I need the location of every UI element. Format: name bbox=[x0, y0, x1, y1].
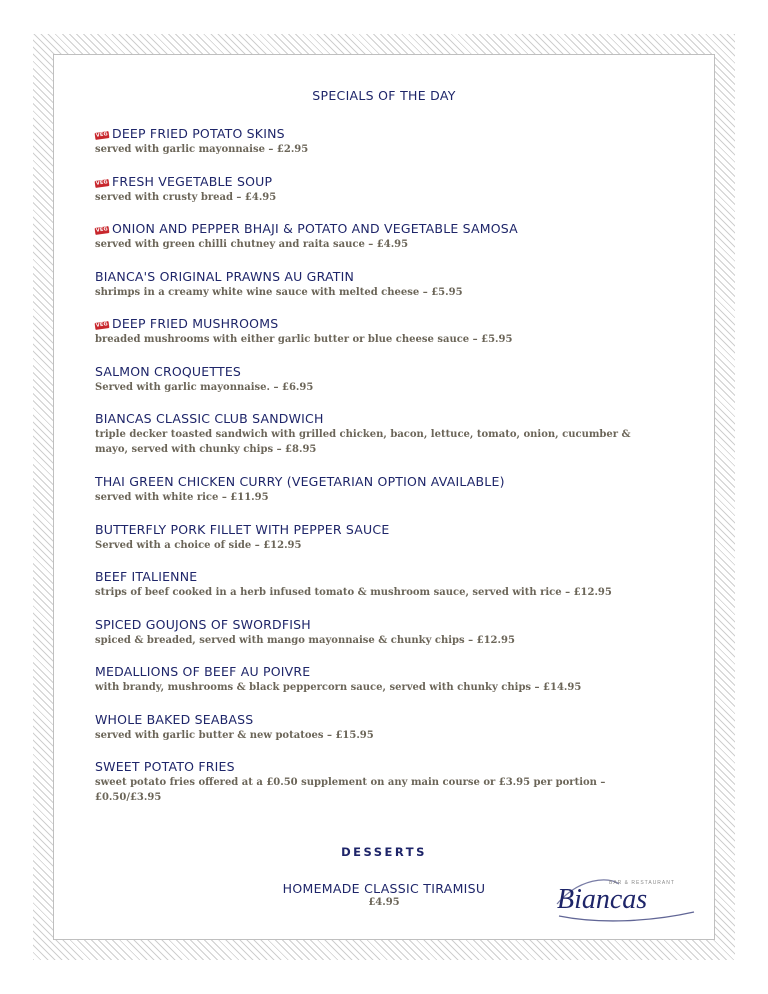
veg-badge-icon: VEG bbox=[95, 321, 109, 329]
menu-item-description: shrimps in a creamy white wine sauce with melted cheese – £5.95 bbox=[95, 286, 463, 298]
menu-item-description: Served with a choice of side – £12.95 bbox=[95, 539, 302, 551]
menu-item-name bbox=[95, 411, 635, 427]
menu-item-name-text: DEEP FRIED MUSHROOMS bbox=[112, 316, 279, 331]
menu-item-description: served with green chilli chutney and raita sauce – £4.95 bbox=[95, 239, 409, 250]
menu-item-name-text: SALMON CROQUETTES bbox=[95, 363, 242, 379]
menu-item-name-text: BIANCAS CLASSIC CLUB SANDWICH bbox=[95, 411, 324, 426]
menu-item bbox=[95, 474, 635, 522]
logo-tagline: BAR & RESTAURANT bbox=[609, 880, 675, 886]
menu-item-name bbox=[95, 474, 635, 490]
menu-item bbox=[95, 664, 635, 712]
menu-item bbox=[95, 316, 635, 364]
veg-badge-icon: VEG bbox=[95, 226, 109, 234]
menu-title: SPECIALS OF THE DAY bbox=[312, 88, 456, 103]
desserts-title: DESSERTS bbox=[341, 845, 427, 859]
veg-badge-icon: VEG bbox=[95, 131, 109, 139]
dessert-item-name: HOMEMADE CLASSIC TIRAMISU bbox=[282, 881, 486, 896]
menu-item bbox=[95, 759, 635, 822]
menu-item bbox=[95, 411, 635, 474]
menu-item-name bbox=[95, 269, 635, 285]
menu-item bbox=[95, 221, 635, 269]
biancas-logo bbox=[549, 870, 704, 930]
menu-item bbox=[95, 522, 635, 570]
menu-item-name-text: BUTTERFLY PORK FILLET WITH PEPPER SAUCE bbox=[95, 521, 390, 537]
menu-item bbox=[95, 174, 635, 222]
menu-item-name bbox=[95, 174, 635, 190]
menu-item-description: triple decker toasted sandwich with grilled chicken, bacon, lettuce, tomato, onion, cucumber & mayo, served with chunky chips – £8.95 bbox=[95, 429, 631, 455]
menu-item bbox=[95, 712, 635, 760]
menu-item-name-text: SWEET POTATO FRIES bbox=[95, 759, 235, 774]
menu-item-description: Served with garlic mayonnaise. – £6.95 bbox=[95, 381, 314, 393]
menu-item-name bbox=[95, 759, 635, 775]
menu-item-name-text: MEDALLIONS OF BEEF AU POIVRE bbox=[95, 664, 311, 679]
menu-item-name-text: WHOLE BAKED SEABASS bbox=[95, 711, 254, 727]
menu-item-name bbox=[95, 126, 635, 142]
dessert-item-price: £4.95 bbox=[368, 897, 400, 908]
menu-panel bbox=[53, 54, 715, 940]
menu-item-name-text: SPICED GOUJONS OF SWORDFISH bbox=[95, 616, 311, 632]
veg-badge-icon: VEG bbox=[95, 178, 109, 187]
menu-item-name bbox=[95, 617, 635, 633]
menu-item-description: breaded mushrooms with either garlic butter or blue cheese sauce – £5.95 bbox=[95, 334, 513, 345]
menu-item-name-text: BIANCA'S ORIGINAL PRAWNS AU GRATIN bbox=[95, 268, 355, 284]
menu-item-name bbox=[95, 221, 635, 237]
menu-item-description: served with garlic butter & new potatoes – £15.95 bbox=[95, 729, 374, 741]
logo-wordmark: Biancas bbox=[557, 884, 648, 915]
menu-item bbox=[95, 617, 635, 665]
menu-item bbox=[95, 269, 635, 317]
menu-item-name-text: FRESH VEGETABLE SOUP bbox=[112, 173, 273, 189]
menu-item-name bbox=[95, 316, 635, 332]
menu-item-description: spiced & breaded, served with mango mayonnaise & chunky chips – £12.95 bbox=[95, 634, 515, 646]
menu-item-name bbox=[95, 664, 635, 680]
menu-item-name-text: DEEP FRIED POTATO SKINS bbox=[112, 126, 285, 141]
menu-items-list bbox=[95, 126, 635, 822]
menu-item-description: strips of beef cooked in a herb infused tomato & mushroom sauce, served with rice – £12.95 bbox=[95, 587, 612, 598]
menu-item-description: served with garlic mayonnaise – £2.95 bbox=[95, 144, 309, 155]
menu-item bbox=[95, 126, 635, 174]
menu-item bbox=[95, 569, 635, 617]
menu-border bbox=[33, 34, 735, 960]
menu-item-description: served with white rice – £11.95 bbox=[95, 492, 269, 503]
menu-item-name-text: BEEF ITALIENNE bbox=[95, 569, 198, 584]
menu-item-name bbox=[95, 569, 635, 585]
menu-item-name-text: ONION AND PEPPER BHAJI & POTATO AND VEGETABLE SAMOSA bbox=[112, 221, 518, 236]
menu-item-name bbox=[95, 712, 635, 728]
menu-item-description: served with crusty bread – £4.95 bbox=[95, 191, 277, 203]
menu-item-description: with brandy, mushrooms & black peppercorn sauce, served with chunky chips – £14.95 bbox=[95, 682, 582, 693]
menu-item-name bbox=[95, 364, 635, 380]
menu-item-name-text: THAI GREEN CHICKEN CURRY (VEGETARIAN OPTION AVAILABLE) bbox=[95, 474, 505, 489]
menu-item bbox=[95, 364, 635, 412]
menu-item-description: sweet potato fries offered at a £0.50 supplement on any main course or £3.95 per portion – £0.50/£3.95 bbox=[95, 777, 606, 803]
menu-item-name bbox=[95, 522, 635, 538]
